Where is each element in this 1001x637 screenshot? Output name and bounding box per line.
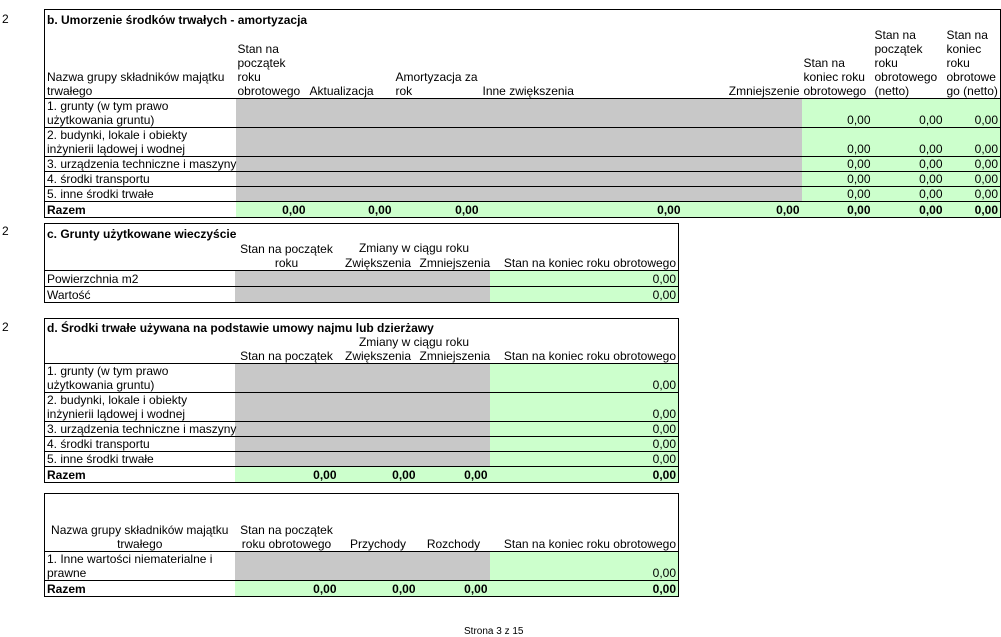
value-cell: 0,00 [945, 99, 1001, 128]
table-row [45, 422, 679, 437]
value-cell: 0,00 [802, 99, 873, 128]
total-value: 0,00 [235, 467, 339, 483]
table-row [45, 271, 679, 287]
grey-cell [235, 393, 490, 422]
grey-cell [235, 437, 490, 452]
row-label: 4. środki transportu [45, 437, 235, 452]
perpetual-usufruct-table [44, 223, 679, 303]
table-row [45, 287, 679, 303]
value-cell: 0,00 [490, 452, 679, 467]
table-row [45, 552, 679, 581]
row-label: 2. budynki, lokale i obiekty inżynierii lądowej i wodnej [45, 128, 236, 157]
row-label: Wartość [45, 287, 235, 303]
total-row [45, 581, 679, 597]
value-cell: 0,00 [802, 172, 873, 187]
section-b-title: b. Umorzenie środków trwałych - amortyzacja [45, 10, 1001, 27]
table-row [45, 128, 1001, 157]
total-row [45, 467, 679, 483]
section-c-number: 2 [2, 224, 9, 238]
header-closing: Stan na koniec roku obrotowego [490, 255, 679, 271]
row-label: Powierzchnia m2 [45, 271, 235, 287]
grey-cell [235, 364, 490, 393]
total-value: 0,00 [235, 581, 339, 597]
value-cell: 0,00 [873, 187, 945, 202]
header-opening-balance: Stan na początek roku obrotowego [235, 494, 339, 552]
value-cell: 0,00 [873, 172, 945, 187]
header-opening: Stan na początek roku [235, 241, 339, 271]
section-d-title: d. Środki trwałe używana na podstawie umowy najmu lub dzierżawy [45, 319, 679, 335]
grey-cell [236, 187, 802, 202]
header-opening: Stan na początek [235, 335, 339, 364]
total-value: 0,00 [394, 202, 481, 218]
table-row [45, 172, 1001, 187]
header-closing-balance: Stan na koniec roku obrotowego [802, 27, 873, 99]
blank-cell [490, 335, 679, 349]
header-closing: Stan na koniec roku obrotowego [490, 349, 679, 364]
page-number: Strona 3 z 15 [464, 626, 524, 637]
header-changes: Zmiany w ciągu roku [358, 334, 470, 349]
header-group-name: Nazwa grupy składników majątku trwałego [45, 27, 236, 99]
value-cell: 0,00 [945, 172, 1001, 187]
total-value: 0,00 [308, 202, 394, 218]
value-cell: 0,00 [802, 157, 873, 172]
grey-cell [236, 157, 802, 172]
grey-cell [235, 452, 490, 467]
depreciation-table [44, 9, 1001, 218]
value-cell: 0,00 [945, 128, 1001, 157]
grey-cell [235, 287, 490, 303]
value-cell: 0,00 [873, 157, 945, 172]
header-depreciation: Amortyzacja za rok [394, 27, 481, 99]
section-c-title: c. Grunty użytkowane wieczyście [45, 224, 679, 241]
table-row [45, 393, 679, 422]
row-label: 1. grunty (w tym prawo użytkowania gruntu) [45, 99, 236, 128]
header-update: Aktualizacja [308, 27, 394, 99]
value-cell: 0,00 [873, 99, 945, 128]
total-value: 0,00 [945, 202, 1001, 218]
total-value: 0,00 [418, 467, 490, 483]
total-value: 0,00 [481, 202, 683, 218]
header-increases: Zwiększenia [339, 255, 418, 271]
header-opening-balance: Stan na początek roku obrotowego [236, 27, 308, 99]
grey-cell [235, 552, 490, 581]
row-label: 3. urządzenia techniczne i maszyny [45, 422, 235, 437]
grey-cell [235, 422, 490, 437]
value-cell: 0,00 [873, 128, 945, 157]
table-row [45, 452, 679, 467]
total-value: 0,00 [339, 467, 418, 483]
total-value: 0,00 [873, 202, 945, 218]
total-value: 0,00 [490, 581, 679, 597]
value-cell: 0,00 [490, 437, 679, 452]
row-label: 5. inne środki trwałe [45, 187, 236, 202]
table-row [45, 157, 1001, 172]
value-cell: 0,00 [945, 157, 1001, 172]
header-opening-net: Stan na początek roku obrotowego (netto) [873, 27, 945, 99]
header-other-increases: Inne zwiększenia [481, 27, 683, 99]
grey-cell [236, 99, 802, 128]
total-label: Razem [45, 202, 236, 218]
row-label: 3. urządzenia techniczne i maszyny [45, 157, 236, 172]
header-closing-balance: Stan na koniec roku obrotowego [490, 494, 679, 552]
header-decreases: Zmniejszenia [419, 256, 491, 270]
row-label: 4. środki transportu [45, 172, 236, 187]
value-cell: 0,00 [490, 393, 679, 422]
value-cell: 0,00 [802, 187, 873, 202]
value-cell: 0,00 [490, 271, 679, 287]
total-value: 0,00 [683, 202, 802, 218]
header-expenditure: Rozchody [418, 494, 490, 552]
table-row [45, 437, 679, 452]
blank-cell [45, 255, 235, 271]
total-value: 0,00 [418, 581, 490, 597]
header-changes: Zmiany w ciągu roku [358, 240, 470, 255]
total-value: 0,00 [802, 202, 873, 218]
blank-cell [45, 241, 235, 255]
value-cell: 0,00 [490, 364, 679, 393]
header-closing-net: Stan na koniec roku obrotowe go (netto) [945, 27, 1001, 99]
table-row [45, 187, 1001, 202]
total-value: 0,00 [490, 467, 679, 483]
row-label: 1. grunty (w tym prawo użytkowania gruntu) [45, 364, 235, 393]
value-cell: 0,00 [490, 422, 679, 437]
value-cell: 0,00 [802, 128, 873, 157]
section-d-number: 2 [2, 320, 9, 334]
blank-cell [45, 335, 235, 349]
total-label: Razem [45, 581, 235, 597]
row-label: 1. Inne wartości niematerialne i prawne [45, 552, 235, 581]
leased-assets-table [44, 318, 679, 483]
table-row [45, 99, 1001, 128]
row-label: 2. budynki, lokale i obiekty inżynierii lądowej i wodnej [45, 393, 235, 422]
row-label: 5. inne środki trwałe [45, 452, 235, 467]
table-row [45, 364, 679, 393]
header-decrease: Zmniejszenie [683, 27, 802, 99]
grey-cell [236, 172, 802, 187]
grey-cell [236, 128, 802, 157]
blank-cell [490, 241, 679, 255]
header-income: Przychody [339, 494, 418, 552]
total-row [45, 202, 1001, 218]
header-group-name: Nazwa grupy składników majątku trwałego [45, 494, 235, 552]
total-label: Razem [45, 467, 235, 483]
grey-cell [235, 271, 490, 287]
value-cell: 0,00 [490, 287, 679, 303]
intangibles-table [44, 493, 679, 597]
blank-cell [45, 349, 235, 364]
value-cell: 0,00 [945, 187, 1001, 202]
header-increases: Zwiększenia [339, 349, 418, 364]
total-value: 0,00 [236, 202, 308, 218]
total-value: 0,00 [339, 581, 418, 597]
header-decreases: Zmniejszenia [419, 349, 491, 363]
value-cell: 0,00 [490, 552, 679, 581]
section-b-number: 2 [2, 12, 9, 26]
